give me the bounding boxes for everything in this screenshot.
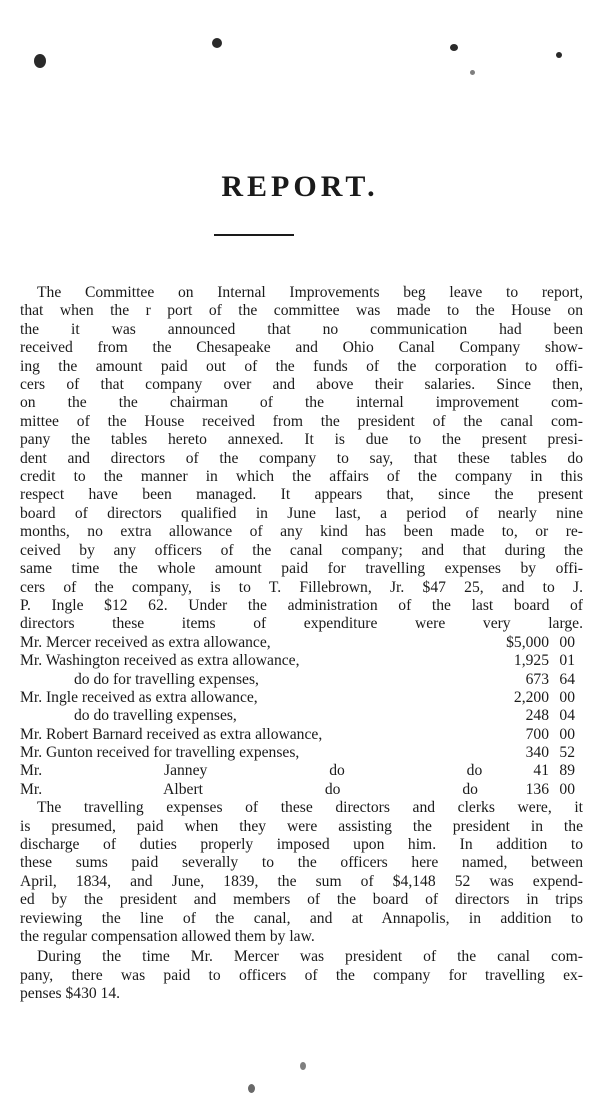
- expense-description: do do for travelling expenses,: [74, 670, 259, 688]
- expense-cents: 64: [559, 670, 575, 688]
- expense-amount: [465, 671, 575, 689]
- text-line: dent and directors of the company to say, that these tables do: [20, 449, 583, 467]
- text-line: board of directors qualified in June last, a period of nearly nine: [20, 504, 583, 522]
- expense-cents: 00: [559, 688, 575, 706]
- expense-row: [20, 707, 583, 725]
- text-line: is presumed, paid when they were assisting the president in the: [20, 817, 583, 835]
- text-line: P. Ingle $12 62. Under the administration of the last board of: [20, 596, 583, 614]
- expense-amount: [465, 762, 575, 780]
- expense-cents: 01: [559, 652, 575, 670]
- title-divider: [214, 234, 294, 236]
- paragraph-travelling-expenses: [20, 799, 583, 946]
- expense-dollars: 673: [525, 670, 549, 688]
- text-line: received from the Chesapeake and Ohio Canal Company show-: [20, 339, 583, 357]
- scan-speck: [248, 1084, 255, 1093]
- text-line: ing the amount paid out of the funds of the corporation to offi-: [20, 357, 583, 375]
- text-line: reviewing the line of the canal, and at Annapolis, in addition to: [20, 909, 583, 927]
- text-line: that when the r port of the committee was made to the House on: [20, 302, 583, 320]
- text-line: penses $430 14.: [20, 985, 121, 1003]
- text-line: pany the tables hereto annexed. It is due to the present presi-: [20, 431, 583, 449]
- expense-row: [20, 689, 583, 707]
- expense-cents: 00: [559, 633, 575, 651]
- expense-row: [20, 744, 583, 762]
- page-title: REPORT.: [221, 170, 379, 203]
- text-line: [20, 321, 583, 339]
- text-line: same time the whole amount paid for travelling expenses by offi-: [20, 560, 583, 578]
- text-line: the regular compensation allowed them by law.: [20, 928, 315, 946]
- expense-amount: [465, 689, 575, 707]
- paragraph-mercer: [20, 948, 583, 1003]
- expense-description: Mr. Robert Barnard received as extra allowance,: [20, 725, 323, 743]
- text-line: cers of the company, is to T. Fillebrown, Jr. $47 25, and to J.: [20, 578, 583, 596]
- expense-row: [20, 652, 583, 670]
- expense-cents: 00: [559, 725, 575, 743]
- expense-cents: 89: [559, 762, 575, 780]
- expense-dollars: 136: [525, 780, 549, 798]
- expense-amount: [465, 634, 575, 652]
- text-line: on the the chairman of the internal improvement com-: [20, 394, 583, 412]
- scan-speck: [212, 38, 222, 48]
- expense-row: [20, 671, 583, 689]
- scan-speck: [450, 44, 458, 51]
- expense-dollars: 1,925: [513, 652, 549, 670]
- text-line: The travelling expenses of these directors and clerks were, it: [37, 799, 583, 817]
- expense-amount: [465, 707, 575, 725]
- expense-description: Mr. Mercer received as extra allowance,: [20, 633, 271, 651]
- expense-row: [20, 634, 583, 652]
- expense-amount: [465, 744, 575, 762]
- text-line-content: the it was announced that no communication had been: [20, 320, 583, 338]
- expense-list: [20, 634, 583, 800]
- expense-description: Mr. Janney do do: [20, 762, 483, 780]
- expense-dollars: 41: [533, 762, 549, 780]
- text-line: mittee of the House received from the president of the canal com-: [20, 412, 583, 430]
- expense-dollars: 700: [525, 725, 549, 743]
- expense-row: [20, 762, 583, 780]
- scan-speck: [300, 1062, 306, 1070]
- paragraph-intro: [20, 284, 583, 634]
- scan-speck: [556, 52, 562, 58]
- expense-cents: 00: [559, 780, 575, 798]
- expense-amount: [465, 652, 575, 670]
- text-line: cers of that company over and above their salaries. Since then,: [20, 376, 583, 394]
- document-body: [20, 284, 583, 1004]
- expense-row: [20, 726, 583, 744]
- text-line: pany, there was paid to officers of the company for travelling ex-: [20, 966, 583, 984]
- text-line: credit to the manner in which the affairs of the company in this: [20, 468, 583, 486]
- expense-description: Mr. Washington received as extra allowance,: [20, 652, 300, 670]
- expense-row: [20, 781, 583, 799]
- expense-description: Mr. Ingle received as extra allowance,: [20, 688, 258, 706]
- text-line: directors these items of expenditure were very large.: [20, 615, 583, 633]
- expense-description: Mr. Gunton received for travelling expenses,: [20, 744, 300, 762]
- expense-dollars: 340: [525, 744, 549, 762]
- expense-amount: [465, 781, 575, 799]
- expense-description: Mr. Albert do do: [20, 780, 478, 798]
- expense-description: do do travelling expenses,: [74, 707, 237, 725]
- expense-dollars: $5,000: [506, 633, 549, 651]
- text-line: these sums paid severally to the officers here named, between: [20, 854, 583, 872]
- expense-amount: [465, 726, 575, 744]
- text-line: discharge of duties properly imposed upon him. In addition to: [20, 836, 583, 854]
- expense-cents: 52: [559, 744, 575, 762]
- text-line: months, no extra allowance of any kind has been made to, or re-: [20, 523, 583, 541]
- text-line: During the time Mr. Mercer was president of the canal com-: [37, 948, 583, 966]
- scan-speck: [470, 70, 475, 75]
- text-line: ceived by any officers of the canal company; and that during the: [20, 541, 583, 559]
- text-line: ed by the president and members of the board of directors in trips: [20, 891, 583, 909]
- text-line: respect have been managed. It appears that, since the present: [20, 486, 583, 504]
- expense-dollars: 2,200: [513, 688, 549, 706]
- expense-dollars: 248: [525, 707, 549, 725]
- expense-cents: 04: [559, 707, 575, 725]
- scan-speck: [34, 54, 46, 68]
- text-line: The Committee on Internal Improvements beg leave to report,: [37, 284, 583, 301]
- text-line: April, 1834, and June, 1839, the sum of $4,148 52 was expend-: [20, 872, 583, 890]
